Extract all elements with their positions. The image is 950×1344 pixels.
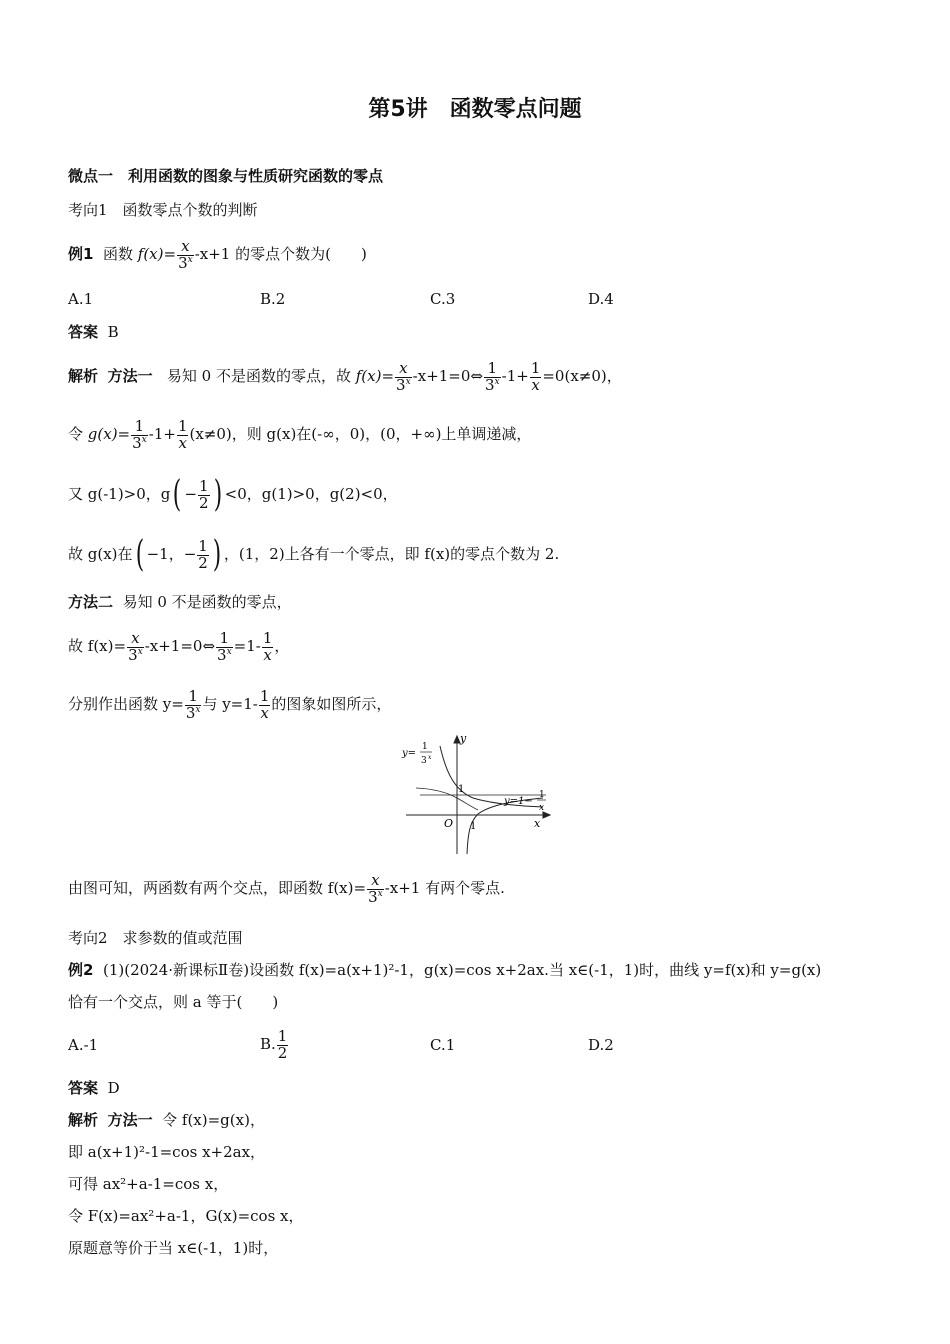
solution-2-line-4: 令 F(x)=ax²+a-1，G(x)=cos x， [68, 1207, 304, 1225]
page-title: 第5讲 函数零点问题 [368, 97, 582, 122]
option-c-2: C.1 [430, 1036, 456, 1054]
example-2-line-1: 例2 (1)(2024·新课标Ⅱ卷)设函数 f(x)=a(x+1)²-1，g(x)=cos x+2ax.当 x∈(-1，1)时，曲线 y=f(x)和 y=g(x) [68, 961, 822, 979]
origin-label: O [444, 817, 454, 830]
example-2-line-2: 恰有一个交点，则 a 等于( ) [68, 993, 279, 1011]
example-1-label: 例1 [68, 245, 94, 263]
option-b: B.2 [260, 290, 286, 308]
x-axis-label: x [534, 817, 541, 830]
example-1: 例1 函数 f(x)= $\frac{x}{3^x}$ -x+1 的零点个数为( ) [68, 236, 367, 272]
y-axis-label: y [460, 732, 467, 745]
svg-text:x: x [428, 754, 432, 761]
curve2-label: y=1− [504, 796, 533, 807]
svg-text:1: 1 [539, 790, 545, 800]
solution-line-3: 又 g(-1)>0，g( − $\frac{1}{2}$ ) <0，g(1)>0，g(2)<0， [68, 474, 398, 515]
option-b-2: B. $\frac{1}{2}$ [260, 1026, 288, 1062]
solution-2-line-2: 即 a(x+1)²-1=cos x+2ax， [68, 1143, 266, 1161]
solution-2-line-1: 解析 方法一 令 f(x)=g(x)， [68, 1111, 265, 1129]
svg-text:1: 1 [422, 742, 428, 752]
section-heading: 微点一 利用函数的图象与性质研究函数的零点 [68, 167, 384, 185]
solution-line-7: 分别作出函数 y= $\frac{1}{3^x}$ 与 y=1- $\frac{1}{x}$ 的图象如图所示， [68, 686, 392, 722]
option-a: A.1 [68, 290, 94, 308]
svg-text:x: x [539, 803, 545, 813]
topic-heading-2: 考向2 求参数的值或范围 [68, 929, 243, 947]
solution-2-line-5: 原题意等价于当 x∈(-1，1)时， [68, 1239, 279, 1257]
x-tick-1: 1 [470, 821, 477, 832]
solution-line-2: 令 g(x)= $\frac{1}{3^x}$ -1+ $\frac{1}{x}$ (x≠0)，则 g(x)在(-∞，0)，(0，+∞)上单调递减， [68, 416, 532, 452]
solution-line-6: 故 f(x)= $\frac{x}{3^x}$ -x+1=0⇔ $\frac{1}{3^x}$ =1- $\frac{1}{x}$ ， [68, 628, 290, 664]
y-tick-1: 1 [458, 784, 465, 795]
solution-2-line-3: 可得 ax²+a-1=cos x， [68, 1175, 229, 1193]
curve-exp-left [416, 788, 478, 810]
option-d: D.4 [588, 290, 614, 308]
topic-heading-1: 考向1 函数零点个数的判断 [68, 201, 258, 219]
solution-line-8: 由图可知，两函数有两个交点，即函数 f(x)= $\frac{x}{3^x}$ -x+1 有两个零点. [68, 870, 505, 906]
option-c: C.3 [430, 290, 456, 308]
solution-line-4: 故 g(x)在( −1，− $\frac{1}{2}$ ) ，(1，2)上各有一个零点，即 f(x)的零点个数为 2. [68, 534, 560, 575]
fraction: $\frac{x}{3^x}$ [178, 236, 193, 272]
curve1-label: y= [402, 748, 417, 759]
function-graph [398, 732, 558, 858]
method-2-line: 方法二 易知 0 不是函数的零点， [68, 593, 292, 611]
solution-line-1: 解析 方法一 易知 0 不是函数的零点，故 f(x)= $\frac{x}{3^x}$ -x+1=0⇔ $\frac{1}{3^x}$ -1+ $\frac{1}{x}$ =0(x≠0)， [68, 358, 622, 394]
option-d-2: D.2 [588, 1036, 614, 1054]
answer-1: 答案 B [68, 323, 119, 341]
answer-2: 答案 D [68, 1079, 120, 1097]
svg-text:3: 3 [421, 756, 427, 766]
option-a-2: A.-1 [68, 1036, 99, 1054]
